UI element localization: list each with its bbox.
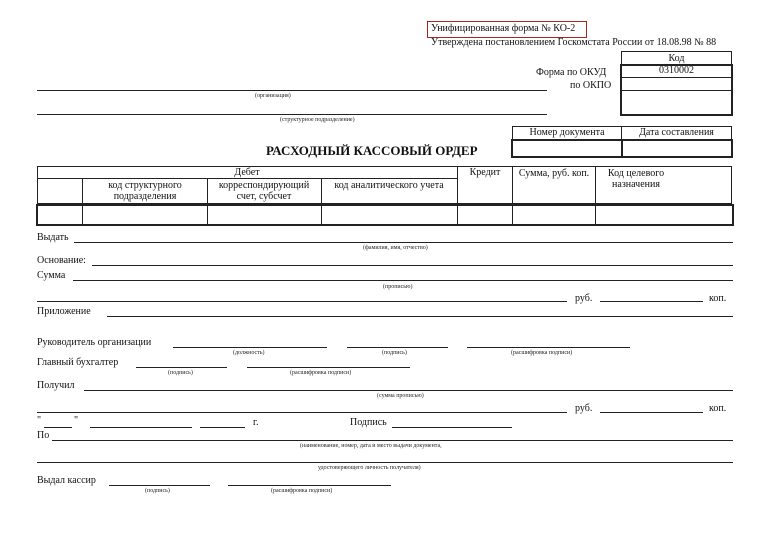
rub-label-2: руб. — [575, 403, 593, 414]
sum-line[interactable] — [73, 280, 733, 281]
position-caption: (должность) — [233, 350, 265, 356]
unified-form-label: Унифицированная форма № КО-2 — [431, 23, 576, 34]
appendix-line[interactable] — [107, 316, 733, 317]
okpo-label: по ОКПО — [570, 80, 612, 91]
document-caption: (наименование, номер, дата и место выдачи документа, — [300, 443, 442, 449]
fio-caption: (фамилия, имя, отчество) — [363, 245, 428, 251]
received-sum-line[interactable] — [37, 412, 567, 413]
okud-value[interactable]: 0310002 — [659, 65, 694, 76]
year-line[interactable] — [200, 427, 245, 428]
code-header-cell: Код — [621, 51, 732, 65]
doc-number-header: Номер документа — [512, 126, 622, 140]
approval-text: Утверждена постановлением Госкомстата России от 18.08.98 № 88 — [431, 37, 717, 48]
by-label: По — [37, 430, 50, 441]
cashier-decode-line[interactable] — [228, 485, 391, 486]
doc-number-cell[interactable] — [511, 139, 623, 158]
analytic-code-header: код аналитического учета — [334, 180, 444, 191]
head-decode-line[interactable] — [467, 347, 630, 348]
day-line[interactable] — [44, 427, 72, 428]
chief-decode-line[interactable] — [247, 367, 410, 368]
identity-caption: удостоверяющего личность получателя) — [318, 465, 421, 471]
debit-header: Дебет — [234, 167, 260, 178]
credit-header: Кредит — [469, 167, 501, 178]
basis-label: Основание: — [37, 255, 86, 266]
date-cell[interactable] — [621, 139, 733, 158]
quote-open: " — [37, 415, 42, 426]
document-title: РАСХОДНЫЙ КАССОВЫЙ ОРДЕР — [266, 143, 478, 158]
received-label: Получил — [37, 380, 75, 391]
recipient-signature-line[interactable] — [392, 427, 512, 428]
kop-label-2: коп. — [709, 403, 727, 414]
basis-line[interactable] — [92, 265, 733, 266]
table-data-row[interactable] — [36, 204, 734, 226]
subdivision-line[interactable] — [37, 114, 547, 115]
issue-line[interactable] — [74, 242, 733, 243]
head-decode-caption: (расшифровка подписи) — [511, 350, 573, 356]
chief-accountant-label: Главный бухгалтер — [37, 357, 119, 368]
head-signature-line[interactable] — [347, 347, 448, 348]
signature-label: Подпись — [350, 417, 387, 428]
sum-header: Сумма, руб. коп. — [518, 168, 590, 179]
in-words-caption: (прописью) — [383, 284, 413, 290]
sum-label: Сумма — [37, 270, 66, 281]
quote-close: " — [74, 415, 79, 426]
month-line[interactable] — [90, 427, 192, 428]
cashier-decode-caption: (расшифровка подписи) — [271, 488, 333, 494]
organization-line[interactable] — [37, 90, 547, 91]
kop-line-2[interactable] — [600, 412, 703, 413]
head-position-line[interactable] — [173, 347, 327, 348]
rub-label-1: руб. — [575, 293, 593, 304]
date-header: Дата составления — [621, 126, 732, 140]
cashier-signature-line[interactable] — [109, 485, 210, 486]
purpose-code-header: Код целевого назначения — [607, 168, 665, 190]
by-line[interactable] — [52, 440, 733, 441]
chief-signature-line[interactable] — [136, 367, 227, 368]
organization-caption: (организация) — [255, 93, 291, 99]
kop-line-1[interactable] — [600, 301, 703, 302]
chief-decode-caption: (расшифровка подписи) — [290, 370, 352, 376]
head-org-label: Руководитель организации — [37, 337, 152, 348]
chief-signature-caption: (подпись) — [168, 370, 193, 376]
kop-label-1: коп. — [709, 293, 727, 304]
year-suffix: г. — [253, 417, 259, 428]
document-line[interactable] — [37, 462, 733, 463]
subdivision-caption: (структурное подразделение) — [280, 117, 355, 123]
sum-in-words-caption: (сумма прописью) — [377, 393, 424, 399]
struct-code-header: код структурного подразделения — [108, 180, 182, 202]
head-signature-caption: (подпись) — [382, 350, 407, 356]
issue-label: Выдать — [37, 232, 69, 243]
sum-line-2[interactable] — [37, 301, 567, 302]
cashier-label: Выдал кассир — [37, 475, 96, 486]
okud-label: Форма по ОКУД — [536, 67, 607, 78]
received-line[interactable] — [84, 390, 733, 391]
appendix-label: Приложение — [37, 306, 91, 317]
cashier-signature-caption: (подпись) — [145, 488, 170, 494]
corr-account-header: корреспондирующий счет, субсчет — [218, 180, 310, 202]
